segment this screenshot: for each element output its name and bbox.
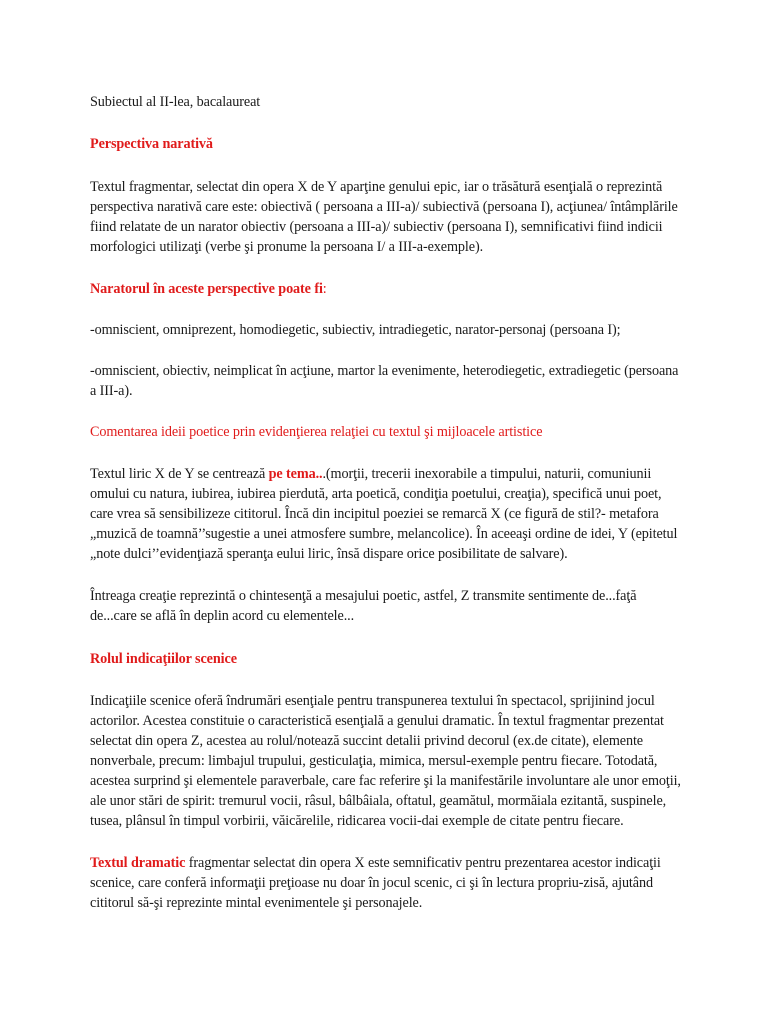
paragraph-line: scenice, care conferă informaţii preţioase nu doar în jocul scenic, ci şi în lectura propriu-zisă, ajutând: [90, 875, 653, 891]
paragraph-line: selectat din opera Z, acestea au rolul/notează succint detalii privind decorul (ex.de citate), elemente: [90, 733, 643, 749]
paragraph-line: -omniscient, obiectiv, neimplicat în acţiune, martor la evenimente, heterodiegetic, extradiegetic (persoana: [90, 363, 679, 379]
paragraph-line: Textul fragmentar, selectat din opera X de Y aparţine genului epic, iar o trăsătură esenţială o reprezintă: [90, 179, 663, 195]
paragraph-line: tusea, plânsul în timpul vorbirii, văicărelile, ridicarea vocii-dai exemple de citate pentru fiecare.: [90, 813, 624, 829]
document-title: Subiectul al II-lea, bacalaureat: [90, 94, 261, 110]
paragraph-line: fiind relatate de un narator obiectiv (persoana a III-a)/ subiectiv (persoana I), semnificativi fiind indicii: [90, 219, 663, 235]
paragraph-line: nonverbale, precum: limbajul trupului, gesticulaţia, mimica, mersul-exemple pentru fiecare. Totodată,: [90, 753, 658, 769]
heading-comentarea: Comentarea ideii poetice prin evidenţierea relaţiei cu textul şi mijloacele artistice: [90, 424, 543, 440]
emphasis-textul-dramatic: Textul dramatic: [90, 855, 186, 871]
paragraph-line: omului cu natura, iubirea, iubirea pierdută, arta poetică, condiţia poetului, creaţia), specifică unui poet,: [90, 486, 662, 502]
paragraph-line: cititorul să-şi reprezinte mintal evenimentele şi personajele.: [90, 895, 423, 911]
paragraph-line: „note dulci’’evidenţiază speranţa eului liric, însă dispare orice posibilitate de salvare).: [90, 546, 568, 562]
heading-naratorul: [90, 279, 327, 299]
paragraph-line: acestea surprind şi elementele paraverbale, care fac referire şi la manifestările involuntare ale unor emoţii,: [90, 773, 681, 789]
paragraph-line: Indicaţiile scenice oferă îndrumări esenţiale pentru transpunerea textului în spectacol, sprijinind jocul: [90, 693, 655, 709]
paragraph-line: de...care se află în deplin acord cu elementele...: [90, 608, 355, 624]
paragraph-line: actorilor. Acestea constituie o caracteristică esenţială a genului dramatic. În textul fragmentar prezentat: [90, 713, 664, 729]
text-run: .(morţii, trecerii inexorabile a timpului, naturii, comuniunii: [322, 466, 652, 482]
paragraph-line: a III-a).: [90, 383, 133, 399]
paragraph-line: -omniscient, omniprezent, homodiegetic, subiectiv, intradiegetic, narator-personaj (persoana I);: [90, 322, 621, 338]
text-run: fragmentar selectat din opera X este semnificativ pentru prezentarea acestor indicaţii: [185, 855, 661, 871]
paragraph-line: [90, 853, 661, 873]
paragraph-line: morfologici utilizaţi (verbe şi pronume la persoana I/ a III-a-exemple).: [90, 239, 484, 255]
emphasis-pe-tema: pe tema..: [268, 466, 323, 482]
text-run: Textul liric X de Y se centrează: [90, 466, 269, 482]
paragraph-line: [90, 464, 651, 484]
paragraph-line: ale unor stări de spirit: tremurul vocii, râsul, bâlbâiala, oftatul, geamătul, mormăiala ezitantă, suspinele,: [90, 793, 667, 809]
paragraph-line: care vrea să sensibilizeze cititorul. Încă din incipitul poeziei se remarcă X (ce figură de stil?- metafora: [90, 506, 659, 522]
paragraph-line: Întreaga creaţie reprezintă o chintesenţă a mesajului poetic, astfel, Z transmite sentimente de...faţă: [90, 588, 637, 604]
paragraph-line: perspectiva narativă care este: obiectivă ( persoana a III-a)/ subiectivă (persoana I), acţiunea/ întâmplările: [90, 199, 678, 215]
heading-naratorul-text: Naratorul în aceste perspective poate fi: [90, 281, 323, 297]
heading-rolul-indicatiilor: Rolul indicaţiilor scenice: [90, 651, 237, 667]
heading-perspectiva-narativa: Perspectiva narativă: [90, 136, 213, 152]
paragraph-line: „muzică de toamnă’’sugestie a unei atmosfere sumbre, melancolice). În aceeaşi ordine de idei, Y (epitetul: [90, 526, 678, 542]
heading-naratorul-colon: :: [322, 281, 327, 297]
